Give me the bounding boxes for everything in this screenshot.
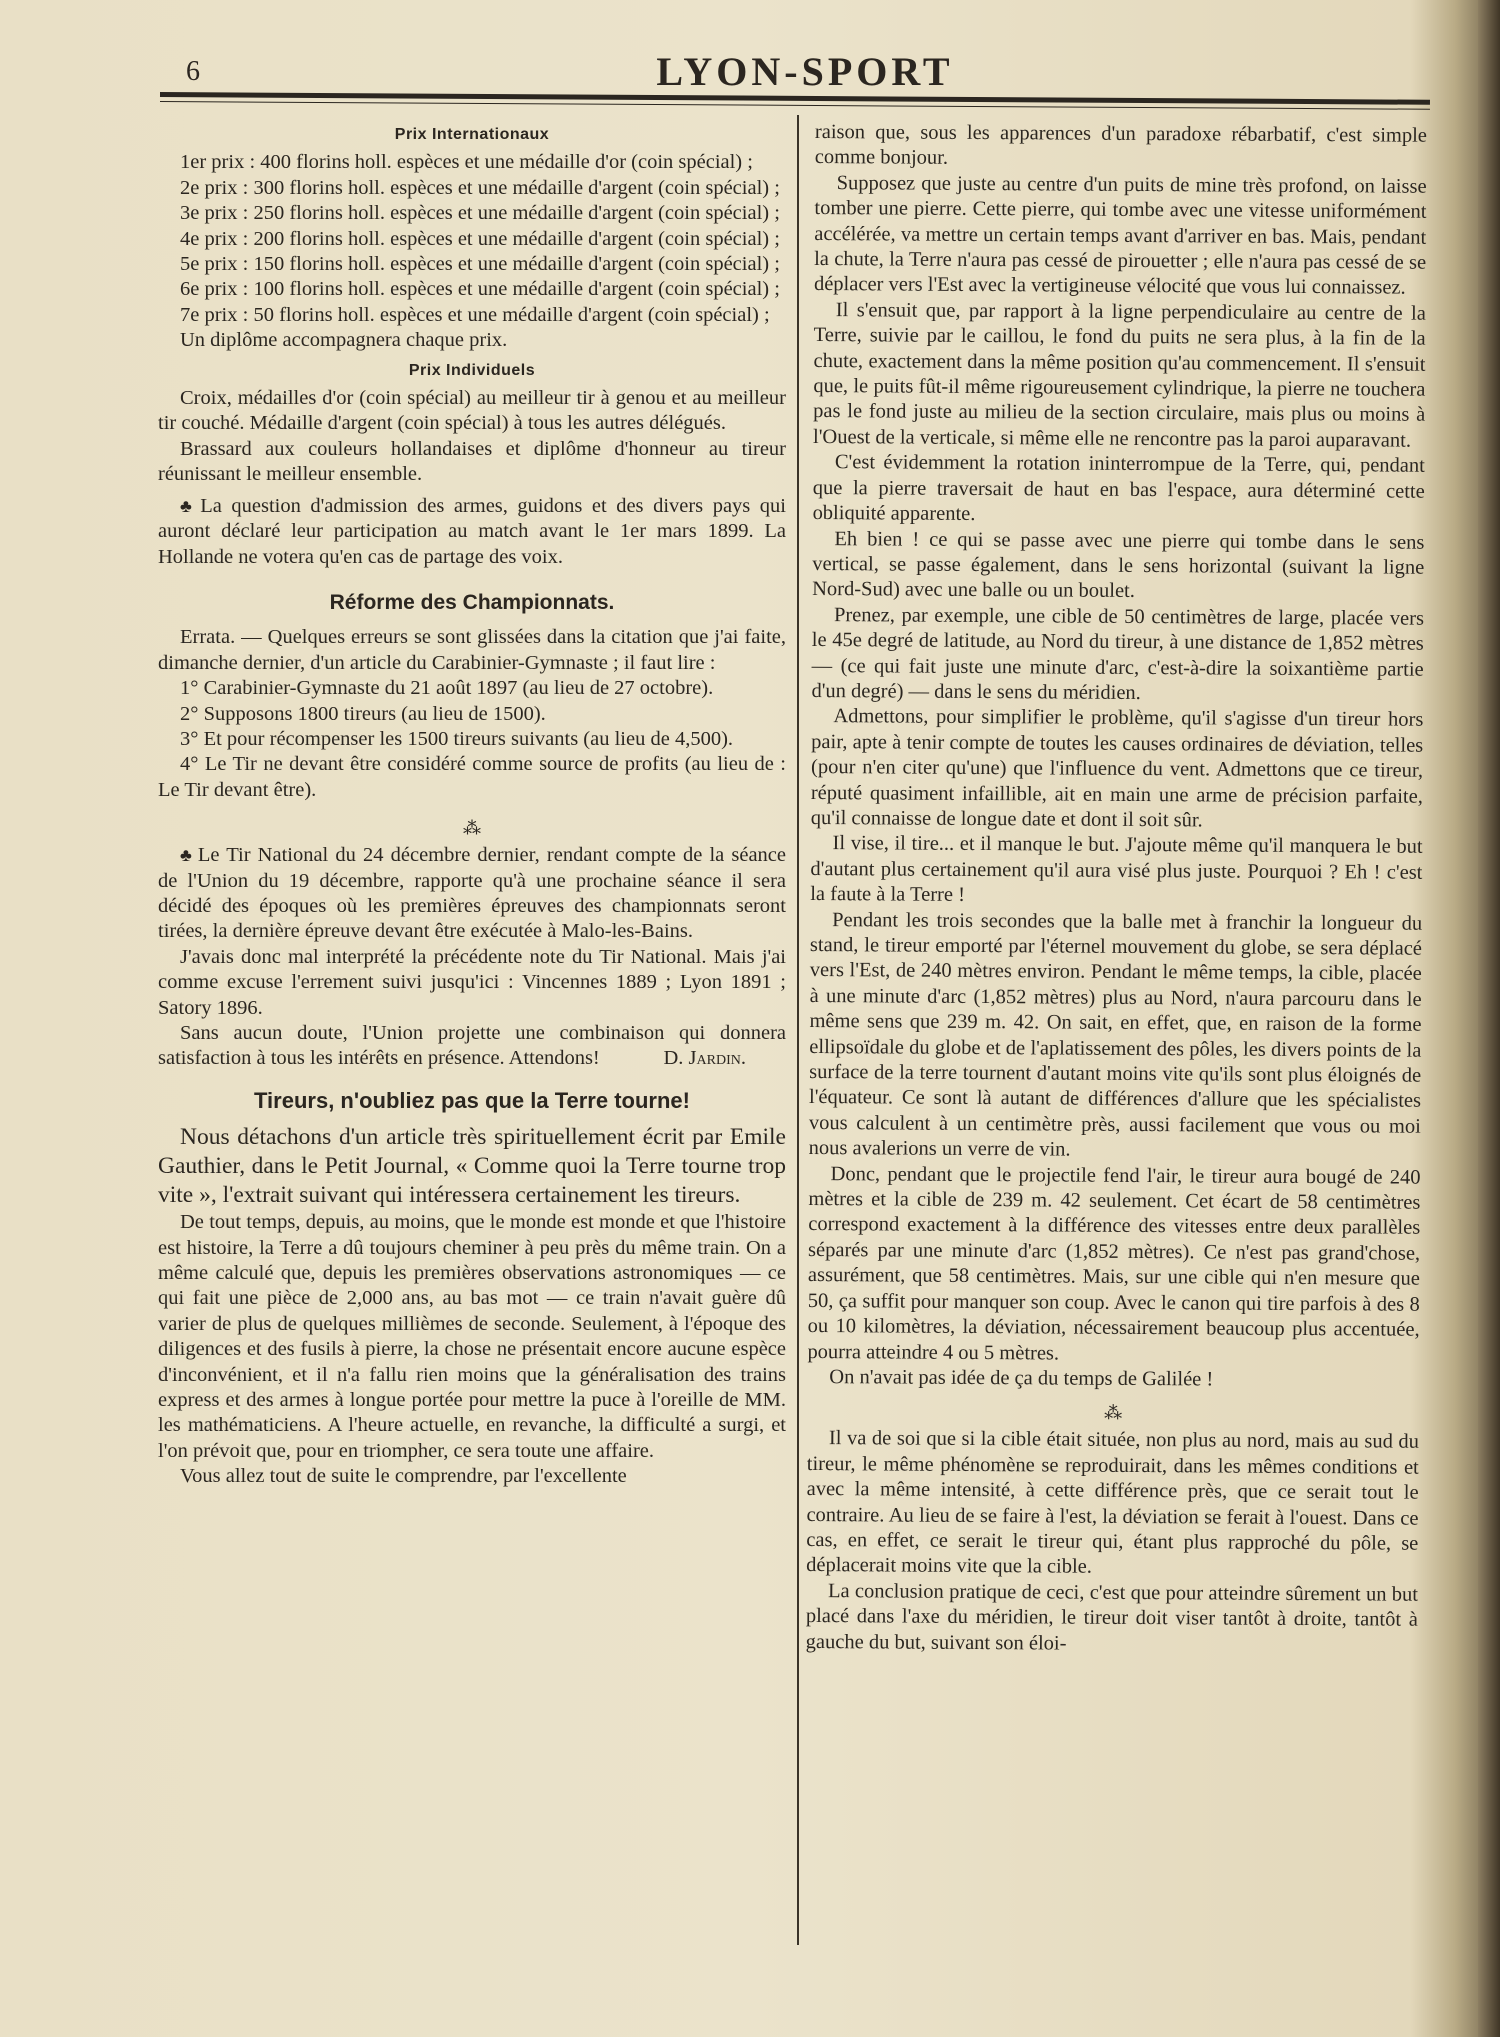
tir-national-text: Le Tir National du 24 décembre dernier, rendant compte de la séance de l'Union du 19 décembre, rapporte qu'à une prochaine séance il sera décidé des époques où les premières épreuves des championnats seront tirées, la dernière épreuve devant être exécutée à Malo-les-Bains. bbox=[158, 844, 787, 943]
prize-line: 4e prix : 200 florins holl. espèces et une médaille d'argent (coin spécial) ; bbox=[180, 227, 780, 250]
paragraph: De tout temps, depuis, au moins, que le monde est monde et que l'histoire est histoire, la Terre a dû toujours cheminer à peu près du même train. On a même calculé que, depuis les premières observations astronomiques — ce qui fait une pièce de 2,000 ans, au bas mot — ce train n'avait guère dû varier de plus de quelques millièmes de seconde. Seulement, à l'époque des diligences et des fusils à pierre, la chose ne présentait encore aucune espèce d'inconvénient, et il n'a fallu rien moins que la généralisation des trains express et des armes à longue portée pour mettre la puce à l'oreille de MM. les mathématiciens. A l'heure actuelle, en revanche, la difficulté a surgi, et l'on prévoit que, pour en triompher, ce sera toute une affaire. bbox=[158, 1211, 786, 1462]
paragraph: Croix, médailles d'or (coin spécial) au meilleur tir à genou et au meilleur tir couché. Médaille d'argent (coin spécial) à tous les autres délégués. bbox=[158, 387, 786, 435]
paragraph bbox=[158, 494, 786, 570]
article-lead bbox=[158, 1123, 786, 1210]
paragraph: Il s'ensuit que, par rapport à la ligne perpendiculaire au centre de la Terre, suivie par le caillou, le fond du puits ne sera plus, à la fin de la chute, exactement dans la même position qu'au commencement. Il s'ensuit que, le puits fût-il même rigoureusement cylindrique, la pierre ne touchera pas le fond juste au milieu de la section circulaire, mais plus ou moins à l'Ouest de la verticale, si même elle ne rencontre pas la paroi auparavant. bbox=[812, 298, 1426, 452]
paragraph: La conclusion pratique de ceci, c'est que pour atteindre sûrement un but placé dans l'axe du méridien, le tireur doit viser tantôt à droite, tantôt à gauche du but, suivant son éloi- bbox=[805, 1579, 1419, 1655]
paragraph: Vous allez tout de suite le comprendre, par l'excellente bbox=[180, 1465, 627, 1488]
author-signature: D. Jardin. bbox=[663, 1047, 746, 1070]
errata-item: 4° Le Tir ne devant être considéré comme source de profits (au lieu de : Le Tir devant être). bbox=[158, 753, 786, 801]
paragraph bbox=[158, 1021, 786, 1072]
prize-line: 6e prix : 100 florins holl. espèces et une médaille d'argent (coin spécial) ; bbox=[180, 278, 780, 301]
paragraph: J'avais donc mal interprété la précédente note du Tir National. Mais j'ai comme excuse l'errement suivi jusqu'ici : Vincennes 1889 ; Lyon 1891 ; Satory 1896. bbox=[158, 945, 786, 1019]
errata-paragraph: Errata. — Quelques erreurs se sont glissées dans la citation que j'ai faite, dimanche dernier, d'un article du Carabinier-Gymnaste ; il faut lire : bbox=[158, 626, 786, 674]
lead-paragraph: Nous détachons d'un article très spirituellement écrit par Emile Gauthier, dans le Petit Journal, « Comme quoi la Terre tourne trop vite », l'extrait suivant qui intéressera certainement les tireurs. bbox=[158, 1124, 786, 1209]
prize-line: 2e prix : 300 florins holl. espèces et une médaille d'argent (coin spécial) ; bbox=[180, 176, 780, 199]
right-column bbox=[806, 120, 1427, 1659]
prix-internationaux-heading: Prix Internationaux bbox=[394, 126, 550, 143]
closing-text: Sans aucun doute, l'Union projette une combinaison qui donnera satisfaction à tous les intérêts en présence. Attendons! bbox=[158, 1022, 786, 1070]
journal-title: LYON-SPORT bbox=[656, 49, 954, 94]
prize-line: 3e prix : 250 florins holl. espèces et une médaille d'argent (coin spécial) ; bbox=[180, 202, 780, 225]
paragraph: Il va de soi que si la cible était située, non plus au nord, mais au sud du tireur, le même phénomène se reproduirait, dans les mêmes conditions et avec la même intensité, à cette différence près, que ce serait tout le contraire. Au lieu de se faire à l'est, la déviation se ferait à l'ouest. Dans ce cas, en effet, ce serait le tireur qui, étant plus rapproché du pôle, se déplacerait moins vite que la cible. bbox=[806, 1427, 1420, 1579]
club-ornament-icon: ♣ bbox=[180, 845, 194, 866]
page-binding-edge bbox=[1478, 0, 1500, 2037]
page-number: 6 bbox=[186, 56, 200, 87]
prix-individuels-heading: Prix Individuels bbox=[408, 361, 536, 379]
prize-line: 1er prix : 400 florins holl. espèces et une médaille d'or (coin spécial) ; bbox=[180, 151, 753, 174]
club-ornament-icon: ♣ bbox=[180, 495, 197, 516]
errata-item: 2° Supposons 1800 tireurs (au lieu de 1500). bbox=[180, 702, 546, 725]
paragraph: Eh bien ! ce qui se passe avec une pierre qui tombe dans le sens vertical, se passe également, dans le sens horizontal (suivant la ligne Nord-Sud) avec une balle ou un boulet. bbox=[812, 527, 1425, 603]
paragraph: Supposez que juste au centre d'un puits de mine très profond, on laisse tomber une pierre. Cette pierre, qui tombe avec une vitesse uniformément accélérée, va mettre un certain temps avant d'arriver en bas. Mais, pendant la chute, la Terre n'aura pas cessé de pirouetter ; elle n'aura pas cessé de se déplacer vers l'Est avec la vertigineuse vélocité que vous lui connaissez. bbox=[813, 171, 1427, 300]
paragraph: Prenez, par exemple, une cible de 50 centimètres de large, placée vers le 45e degré de latitude, au Nord du tireur, à une distance de 1,852 mètres — (ce qui fait juste une minute d'arc, c'est-à-dire la soixantième partie d'un degré) — dans le sens du méridien. bbox=[811, 603, 1425, 704]
errata-item: 3° Et pour récompenser les 1500 tireurs suivants (au lieu de 4,500). bbox=[180, 727, 734, 750]
paragraph: On n'avait pas idée de ça du temps de Galilée ! bbox=[829, 1366, 1214, 1391]
paragraph: Donc, pendant que le projectile fend l'air, le tireur aura bougé de 240 mètres et la cible de 239 m. 42 seulement. Cet écart de 58 centimètres correspond exactement à la différence des vitesses entre deux parallèles séparés par une minute d'arc (1,852 mètres). Ce n'est pas grand'chose, assurément, que 58 centimètres. Mais, sur une cible qui n'en mesure que 50, ça suffit pour manquer son coup. Avec le canon qui tire parfois à des 8 ou 10 kilomètres, la déviation, nécessairement beaucoup plus accentuée, pourra atteindre 4 ou 5 mètres. bbox=[807, 1162, 1421, 1365]
left-column bbox=[158, 120, 786, 1490]
question-text: La question d'admission des armes, guidons et des divers pays qui auront déclaré leur participation au match avant le 1er mars 1899. La Hollande ne votera qu'en cas de partage des voix. bbox=[158, 494, 786, 568]
page-header bbox=[160, 48, 1450, 98]
paragraph: Pendant les trois secondes que la balle met à franchir la longueur du stand, le tireur emporté par l'éternel mouvement du globe, se sera déplacé vers l'Est, de 240 mètres environ. Pendant le même temps, la cible, placée à une minute d'arc (1,852 mètres) plus au Nord, n'aura parcouru dans le même sens que 239 m. 42. On sait, en effet, que, en raison de la forme ellipsoïdale du globe et de l'aplatissement des pôles, les divers points de la surface de la terre tournent d'autant moins vite qu'ils sont plus éloignés de l'équateur. Ce sont là autant de différences d'allure que les spécialistes vous calculent à un centimètre près, aussi facilement que vous ou moi nous avalerions un verre de vin. bbox=[808, 908, 1423, 1161]
paragraph: C'est évidemment la rotation ininterrompue de la Terre, qui, pendant que la pierre traversait de haut en bas l'espace, aura déterminé cette obliquité apparente. bbox=[812, 451, 1425, 526]
prize-line: 7e prix : 50 florins holl. espèces et une médaille d'argent (coin spécial) ; bbox=[180, 303, 770, 326]
prize-line: Un diplôme accompagnera chaque prix. bbox=[180, 329, 508, 352]
column-divider bbox=[797, 115, 799, 1945]
reforme-heading: Réforme des Championnats. bbox=[329, 590, 615, 614]
asterism: ⁂ bbox=[1104, 1403, 1123, 1424]
tireurs-heading: Tireurs, n'oubliez pas que la Terre tourne! bbox=[254, 1087, 690, 1113]
paragraph bbox=[158, 843, 786, 945]
paragraph: Admettons, pour simplifier le problème, qu'il s'agisse d'un tireur hors pair, apte à tenir compte de toutes les causes ordinaires de déviation, telles (pour n'en citer qu'une) que l'influence du vent. Admettons que ce tireur, réputé quasiment infaillible, ait en main une arme de précision parfaite, qu'il connaisse de longue date et dont il soit sûr. bbox=[810, 705, 1424, 832]
paragraph: raison que, sous les apparences d'un paradoxe rébarbatif, c'est simple comme bonjour. bbox=[814, 120, 1427, 170]
errata-item: 1° Carabinier-Gymnaste du 21 août 1897 (au lieu de 27 octobre). bbox=[180, 677, 714, 700]
paragraph: Il vise, il tire... et il manque le but. J'ajoute même qu'il manquera le but d'autant plus certainement qu'il aura visé plus juste. Pourquoi ? Eh ! c'est la faute à la Terre ! bbox=[810, 832, 1423, 907]
asterism: ⁂ bbox=[463, 818, 481, 839]
prize-line: 5e prix : 150 florins holl. espèces et une médaille d'argent (coin spécial) ; bbox=[180, 253, 780, 276]
paragraph: Brassard aux couleurs hollandaises et diplôme d'honneur au tireur réunissant le meilleur ensemble. bbox=[158, 437, 786, 486]
